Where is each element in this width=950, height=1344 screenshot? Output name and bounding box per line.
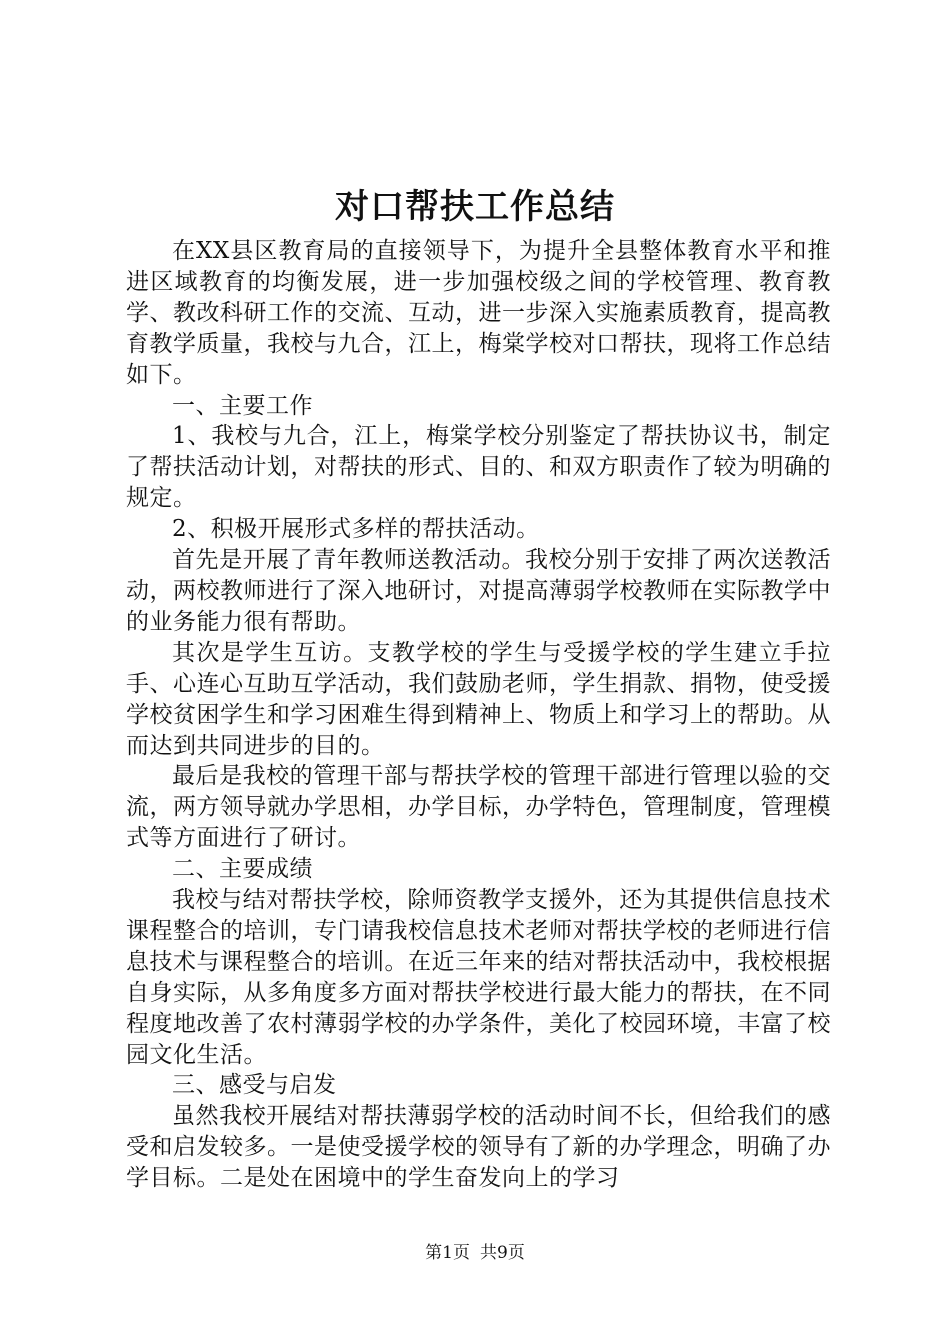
document-body bbox=[126, 236, 831, 1194]
page-footer bbox=[0, 1241, 950, 1265]
paragraph-student-exchange: 其次是学生互访。支教学校的学生与受援学校的学生建立手拉手、心连心互助互学活动，我们鼓励老师，学生捐款、捐物，使受援学校贫困学生和学习困难生得到精神上、物质上和学习上的帮助。从而达到共同进步的目的。 bbox=[126, 639, 831, 759]
paragraph-intro: 在XX县区教育局的直接领导下，为提升全县整体教育水平和推进区域教育的均衡发展，进一步加强校级之间的学校管理、教育教学、教改科研工作的交流、互动，进一步深入实施素质教育，提高教育教学质量，我校与九合，江上，梅棠学校对口帮扶，现将工作总结如下。 bbox=[126, 238, 831, 388]
page-total: 共9页 bbox=[480, 1243, 525, 1263]
section-heading-achievements: 二、主要成绩 bbox=[172, 856, 313, 883]
paragraph-management-exchange: 最后是我校的管理干部与帮扶学校的管理干部进行管理以验的交流，两方领导就办学思相，办学目标，办学特色，管理制度，管理模式等方面进行了研讨。 bbox=[126, 763, 831, 852]
section-heading-reflections: 三、感受与启发 bbox=[172, 1072, 337, 1099]
paragraph-teacher-visits: 首先是开展了青年教师送教活动。我校分别于安排了两次送教活动，两校教师进行了深入地研讨，对提高薄弱学校教师在实际教学中的业务能力很有帮助。 bbox=[126, 547, 831, 635]
page-number: 第1页 bbox=[425, 1243, 470, 1263]
paragraph-agreement: 1、我校与九合，江上，梅棠学校分别鉴定了帮扶协议书，制定了帮扶活动计划，对帮扶的形式、目的、和双方职责作了较为明确的规定。 bbox=[126, 423, 831, 512]
section-heading-main-work: 一、主要工作 bbox=[172, 392, 313, 419]
document-title: 对口帮扶工作总结 bbox=[335, 187, 615, 227]
paragraph-reflections: 虽然我校开展结对帮扶薄弱学校的活动时间不长，但给我们的感受和启发较多。一是使受援学校的领导有了新的办学理念，明确了办学目标。二是处在困境中的学生奋发向上的学习 bbox=[126, 1103, 831, 1192]
paragraph-achievements: 我校与结对帮扶学校，除师资教学支援外，还为其提供信息技术课程整合的培训，专门请我校信息技术老师对帮扶学校的老师进行信息技术与课程整合的培训。在近三年来的结对帮扶活动中，我校根据自身实际，从多角度多方面对帮扶学校进行最大能力的帮扶，在不同程度地改善了农村薄弱学校的办学条件，美化了校园环境，丰富了校园文化生活。 bbox=[126, 887, 831, 1068]
paragraph-activities: 2、积极开展形式多样的帮扶活动。 bbox=[172, 516, 540, 543]
